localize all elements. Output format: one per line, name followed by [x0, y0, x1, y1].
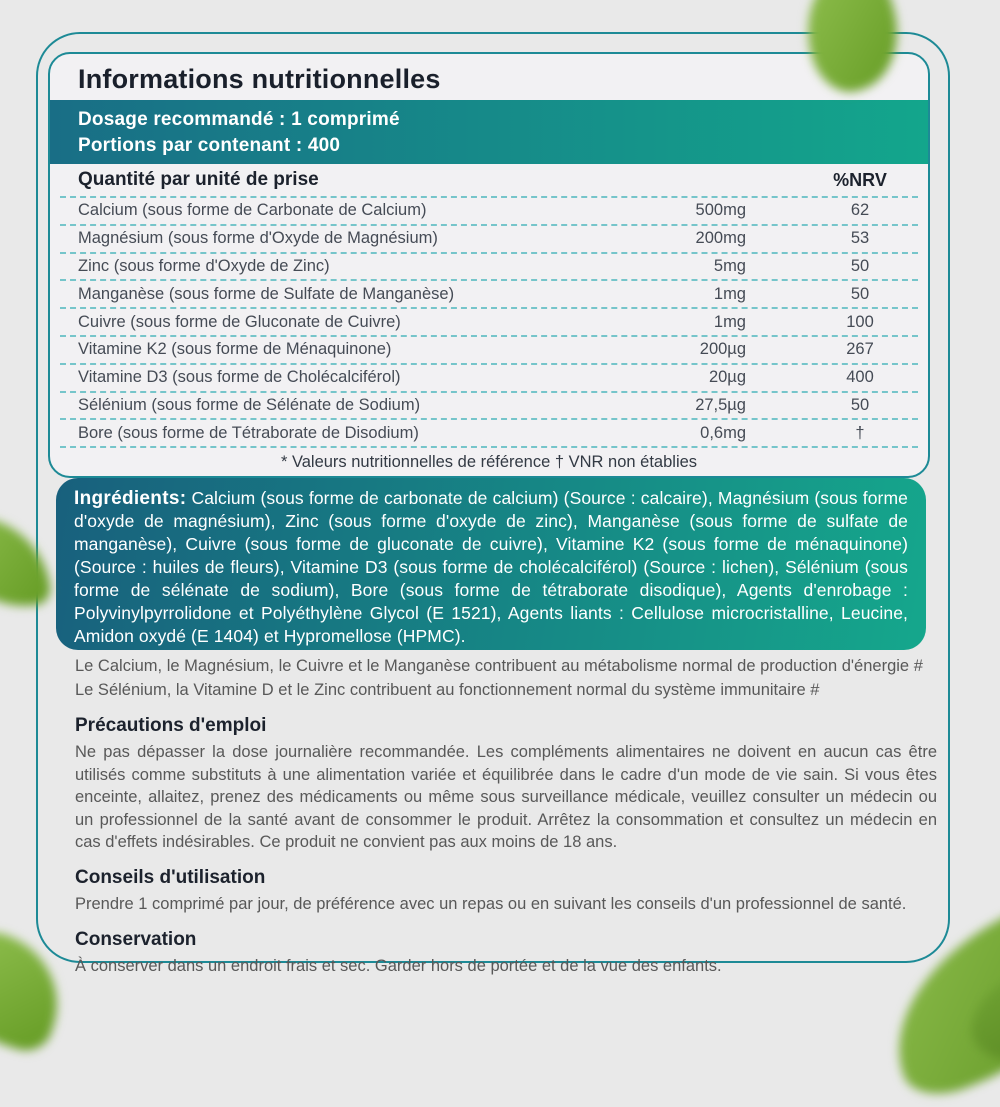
- nutrient-name: Manganèse (sous forme de Sulfate de Manganèse): [78, 284, 455, 303]
- claim-energy: Le Calcium, le Magnésium, le Cuivre et le Manganèse contribuent au métabolisme normal de production d'énergie #: [75, 657, 923, 675]
- nutrient-name: Vitamine D3 (sous forme de Cholécalciférol): [78, 368, 401, 387]
- nutrient-nrv: 400: [846, 368, 874, 387]
- nutrient-name: Zinc (sous forme d'Oxyde de Zinc): [78, 256, 330, 275]
- precautions-heading: Précautions d'emploi: [75, 715, 267, 736]
- dosage-line: Dosage recommandé : 1 comprimé: [78, 109, 400, 130]
- column-header-quantity: Quantité par unité de prise: [78, 169, 319, 190]
- nutrient-nrv: 100: [846, 312, 874, 331]
- storage-body: À conserver dans un endroit frais et sec. Garder hors de portée et de la vue des enfants.: [75, 956, 722, 975]
- nutrient-name: Vitamine K2 (sous forme de Ménaquinone): [78, 340, 392, 359]
- nutrient-amount: 1mg: [713, 312, 746, 331]
- nutrient-name: Magnésium (sous forme d'Oxyde de Magnésium): [78, 229, 438, 248]
- table-row: [60, 281, 918, 309]
- table-row: [60, 198, 918, 226]
- nutrient-amount: 20µg: [708, 368, 746, 387]
- table-footnote: * Valeurs nutritionnelles de référence † VNR non établies: [280, 452, 698, 471]
- column-header-nrv: %NRV: [833, 169, 887, 190]
- usage-advice-heading: Conseils d'utilisation: [75, 866, 266, 888]
- nutrient-nrv: 53: [850, 229, 870, 248]
- nutrient-name: Calcium (sous forme de Carbonate de Calcium): [78, 201, 427, 220]
- usage-advice-body: Prendre 1 comprimé par jour, de préférence avec un repas ou en suivant les conseils d'un professionnel de santé.: [75, 894, 907, 913]
- nutrient-amount: 5mg: [713, 256, 746, 275]
- ingredients-paragraph: [74, 487, 908, 648]
- table-row: [60, 226, 918, 254]
- ingredients-label: Ingrédients:: [74, 488, 187, 509]
- table-row: [60, 393, 918, 421]
- nutrition-table: [50, 164, 928, 476]
- nutrient-nrv: 50: [850, 395, 870, 414]
- nutrient-nrv: 267: [846, 340, 874, 359]
- table-row: [60, 365, 918, 393]
- nutrition-table-card: [48, 52, 930, 478]
- storage-heading: Conservation: [75, 928, 197, 950]
- nutrient-amount: 27,5µg: [695, 395, 746, 414]
- ingredients-box: [56, 478, 926, 650]
- nutrient-name: Cuivre (sous forme de Gluconate de Cuivre): [78, 312, 401, 331]
- nutrient-nrv: 50: [850, 284, 870, 303]
- page-title: Informations nutritionnelles: [78, 64, 441, 94]
- table-row: [60, 309, 918, 337]
- claim-immune: Le Sélénium, la Vitamine D et le Zinc contribuent au fonctionnement normal du système immunitaire #: [75, 681, 820, 699]
- nutrient-nrv: 62: [850, 201, 870, 220]
- nutrient-amount: 500mg: [695, 201, 746, 220]
- table-row: [60, 420, 918, 448]
- nutrient-name: Sélénium (sous forme de Sélénate de Sodium): [78, 395, 421, 414]
- lower-text-area: [75, 654, 937, 977]
- table-header-row: [60, 164, 918, 198]
- dosage-banner: [50, 100, 928, 164]
- ingredients-text: Calcium (sous forme de carbonate de calcium) (Source : calcaire), Magnésium (sous forme d'oxyde de magnésium), Zinc (sous forme d'oxyde de zinc), Manganèse (sous forme de sulfate de manganèse), Cuivre (sous forme de gluconate de cuivre), Vitamine K2 (sous forme de ménaquinone) (Source : huiles de fleurs), Vitamine D3 (sous forme de cholécalciférol) (Source : lichen), Sélénium (sous forme de sélénate de sodium), Bore (sous forme de tétraborate disodique), Agents d'enrobage : Polyvinylpyrrolidone et Polyéthylène Glycol (E 1521), Agents liants : Cellulose microcristalline, Leucine, Amidon oxydé (E 1404) et Hypromellose (HPMC).: [74, 488, 908, 646]
- nutrient-amount: 200mg: [695, 229, 746, 248]
- table-row: [60, 337, 918, 365]
- nutrient-name: Bore (sous forme de Tétraborate de Disodium): [78, 423, 419, 442]
- table-row: [60, 254, 918, 282]
- nutrient-amount: 1mg: [713, 284, 746, 303]
- nutrient-nrv: †: [855, 423, 865, 442]
- nutrient-nrv: 50: [850, 256, 870, 275]
- servings-line: Portions par contenant : 400: [78, 135, 341, 156]
- nutrient-amount: 200µg: [699, 340, 746, 359]
- nutrient-amount: 0,6mg: [700, 423, 746, 442]
- precautions-body: Ne pas dépasser la dose journalière recommandée. Les compléments alimentaires ne doivent en aucun cas être utilisés comme substituts à une alimentation variée et équilibrée dans le cadre d'un mode de vie sain. Si vous êtes enceinte, allaitez, prenez des médicaments ou même sous surveillance médicale, veuillez consulter un médecin ou un professionnel de la santé avant de consommer le produit. Arrêtez la consommation et consultez un médecin en cas d'effets indésirables. Ce produit ne convient pas aux moins de 18 ans.: [75, 743, 937, 852]
